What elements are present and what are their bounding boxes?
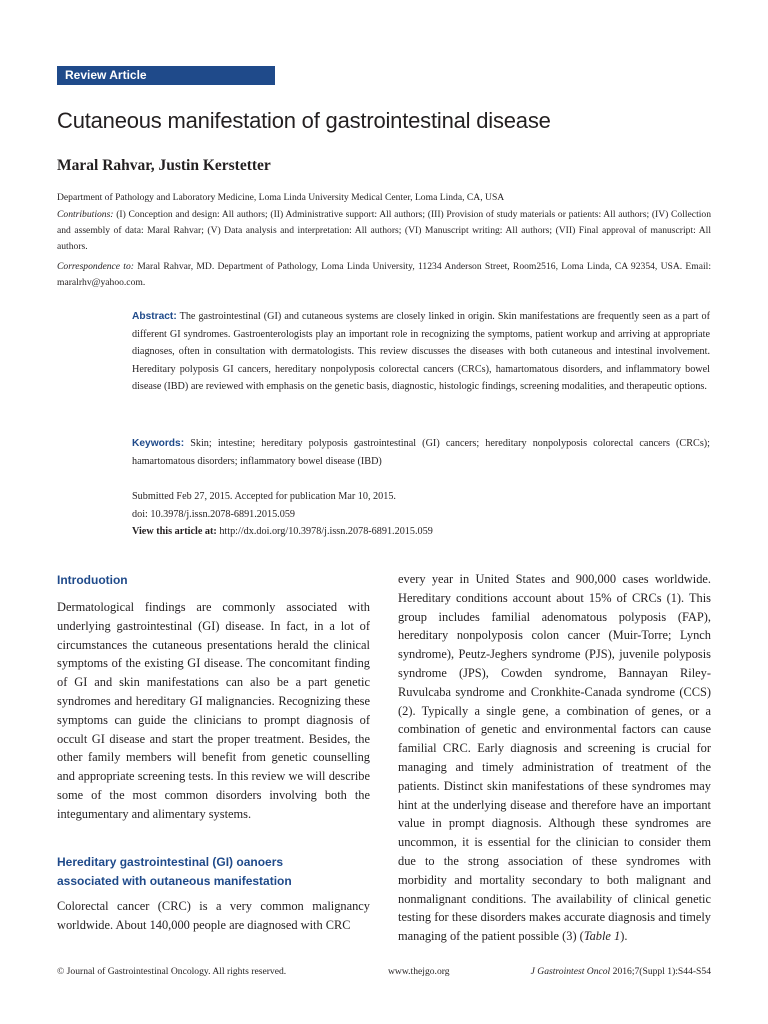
footer-copyright: © Journal of Gastrointestinal Oncology. All rights reserved.: [57, 966, 287, 977]
article-type-badge: [57, 66, 275, 85]
abstract-label: Abstract:: [132, 311, 177, 322]
right-column-text: every year in United States and 900,000 cases worldwide. Hereditary conditions account about 15% of CRCs (1). This group includes familial adenomatous polyposis (FAP), hereditary nonpolyposis colon cancer (Muir-Torre; Lynch syndrome), Peutz-Jeghers syndrome (PJS), juvenile polyposis syndrome (JPS), Cowden syndrome, Bannayan Riley-Ruvulcaba syndrome and Cronkhite-Canada syndrome (CCS) (2). Typically a single gene, a combination of genes, or a combination of genetic and environmental factors can cause familial CRC. Early diagnosis and screening is crucial for managing and timely administration of treatment of the patients. Distinct skin manifestations of these syndromes may hint at the underlying disease and therefore have an important value in prompt diagnosis. Although these syndromes are uncommon, it is essential for the clinician to consider them due to the strong association of these syndromes with morbidity and mortality secondary to both malignant and nonmalignant conditions. The availability of clinical genetic testing for these disorders makes accurate diagnosis and timely managing of the patient possible (3) (: [398, 572, 711, 944]
right-column-text-end: ).: [620, 929, 628, 944]
correspondence: [57, 259, 711, 291]
table-reference[interactable]: Table 1: [583, 929, 621, 944]
view-article-label: View this article at:: [132, 526, 217, 538]
intro-heading: Introduotion: [57, 573, 128, 587]
view-article: [132, 523, 710, 541]
right-column-paragraph: [398, 570, 711, 946]
doi: doi: 10.3978/j.issn.2078-6891.2015.059: [132, 508, 296, 520]
keywords-text: Skin; intestine; hereditary polyposis gastrointestinal (GI) cancers; hereditary nonpolyposis colorectal cancers (CRCs); hamartomatous disorders; inflammatory bowel disease (IBD): [132, 438, 711, 467]
article-title: Cutaneous manifestation of gastrointestinal disease: [57, 108, 551, 133]
author-list: Maral Rahvar, Justin Kerstetter: [57, 157, 271, 174]
affiliation: Department of Pathology and Laboratory Medicine, Loma Linda University Medical Center, Loma Linda, CA, USA: [57, 192, 505, 203]
footer-website[interactable]: www.thejgo.org: [388, 966, 450, 977]
view-article-link[interactable]: http://dx.doi.org/10.3978/j.issn.2078-6891.2015.059: [219, 526, 433, 538]
section-heading: [57, 853, 292, 891]
correspondence-text: Maral Rahvar, MD. Department of Pathology, Loma Linda University, 11234 Anderson Street, Room2516, Loma Linda, CA 92354, USA. Email: maralrhv@yahoo.com.: [57, 261, 711, 288]
contributions: [57, 207, 711, 255]
abstract: [132, 308, 710, 396]
keywords: [132, 435, 710, 470]
article-type-label: Review Article: [65, 68, 147, 82]
article-meta: [132, 488, 710, 541]
contributions-label: Contributions:: [57, 209, 114, 220]
section-heading-line2: associated with outaneous manifestation: [57, 874, 292, 888]
intro-paragraph: Dermatological findings are commonly associated with underlying gastrointestinal (GI) disease. In fact, in a lot of circumstances the cutaneous presentations herald the clinical symptoms of the existing GI disease. The concomitant finding of GI and skin manifestations can also be a part genetic syndromes and hereditary GI malignancies. Recognizing these symptoms can guide the clinicians to prompt diagnosis of occult GI disease and start the proper treatment. Besides, the other family members will benefit from genetic counselling and appropriate screening tests. In this review we will describe some of the most common disorders involving both the integumentary and alimentary systems.: [57, 600, 370, 821]
correspondence-label: Correspondence to:: [57, 261, 134, 272]
contributions-text: (I) Conception and design: All authors; (II) Administrative support: All authors; (III) Provision of study materials or patients: All authors; (IV) Collection and assembly of data: Maral Rahvar; (V) Data analysis and interpretation: All authors; (VI) Manuscript writing: All authors; (VII) Final approval of manuscript: All authors.: [57, 209, 711, 252]
footer-volume: 2016;7(Suppl 1):S44-S54: [612, 966, 711, 977]
footer-journal: J Gastrointest Oncol: [530, 966, 611, 977]
submission-dates: Submitted Feb 27, 2015. Accepted for publication Mar 10, 2015.: [132, 491, 396, 502]
abstract-text: The gastrointestinal (GI) and cutaneous systems are closely linked in origin. Skin manifestations are frequently seen as a part of different GI syndromes. Gastroenterologists play an important role in recognizing the symptoms, patient workup and arriving at appropriate diagnoses, often in consultation with dermatologists. This review discusses the diseases with both cutaneous and intestinal involvement. Hereditary polyposis GI cancers, hereditary nonpolyposis colorectal cancers (CRCs), hamartomatous disorders, and inflammatory bowel disease (IBD) are reviewed with emphasis on the genetic basis, diagnostic, histologic findings, screening modalities, and therapeutic options.: [132, 311, 710, 393]
footer-citation: [531, 966, 711, 977]
section-heading-line1: Hereditary gastrointestinal (GI) oanoers: [57, 855, 284, 869]
section-paragraph: Colorectal cancer (CRC) is a very common malignancy worldwide. About 140,000 people are diagnosed with CRC: [57, 899, 370, 932]
keywords-label: Keywords:: [132, 438, 185, 449]
